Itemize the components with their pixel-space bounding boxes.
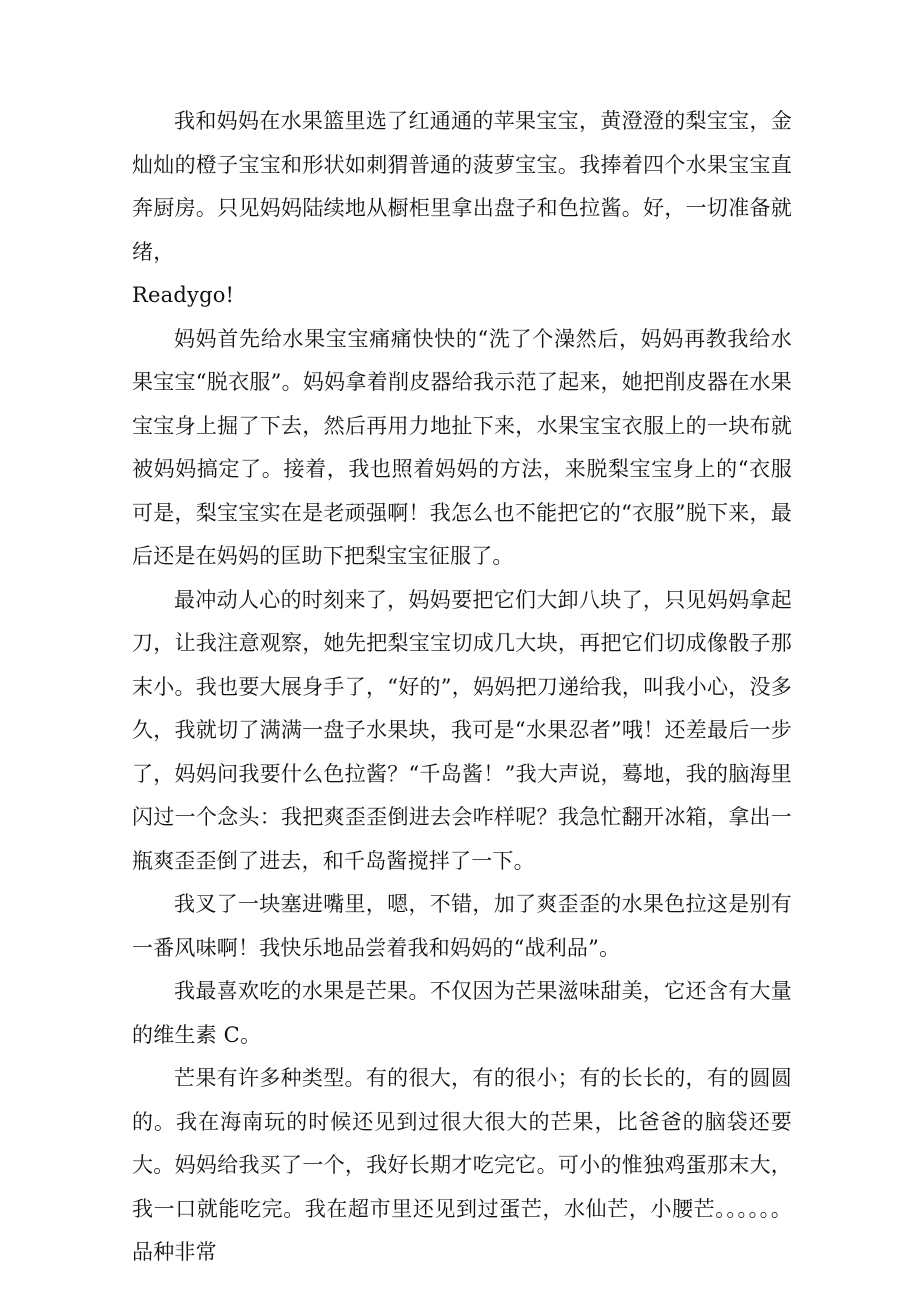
paragraph-mango-types: 芒果有许多种类型。有的很大，有的很小；有的长长的，有的圆圆的。我在海南玩的时候还见到过很大很大的芒果，比爸爸的脑袋还要大。妈妈给我买了一个，我好长期才吃完它。可小的惟独鸡蛋那末大，我一口就能吃完。我在超市里还见到过蛋芒，水仙芒，小腰芒。。。。。。品种非常 <box>132 1066 792 1264</box>
paragraph-washing-and-peeling: 妈妈首先给水果宝宝痛痛快快的“洗了个澡然后，妈妈再教我给水果宝宝“脱衣服”。妈妈拿着削皮器给我示范了起来，她把削皮器在水果宝宝身上掘了下去，然后再用力地扯下来，水果宝宝衣服上的一块布就被妈妈搞定了。接着，我也照着妈妈的方法，来脱梨宝宝身上的“衣服可是，梨宝宝实在是老顽强啊！我怎么也不能把它的“衣服”脱下来，最后还是在妈妈的匡助下把梨宝宝征服了。 <box>132 326 792 568</box>
document-body <box>132 100 792 1275</box>
paragraph-ready-go: Readygo! <box>132 283 235 307</box>
paragraph-favorite-mango: 我最喜欢吃的水果是芒果。不仅因为芒果滋味甜美，它还含有大量的维生素 C。 <box>132 979 792 1047</box>
paragraph-tasting-salad: 我叉了一块塞进嘴里，嗯，不错，加了爽歪歪的水果色拉这是别有一番风味啊！我快乐地品尝着我和妈妈的“战利品”。 <box>132 892 792 960</box>
paragraph-cutting-fruit: 最冲动人心的时刻来了，妈妈要把它们大卸八块了，只见妈妈拿起刀，让我注意观察，她先把梨宝宝切成几大块，再把它们切成像骰子那末小。我也要大展身手了，“好的”，妈妈把刀递给我，叫我小心，没多久，我就切了满满一盘子水果块，我可是“水果忍者”哦！还差最后一步了，妈妈问我要什么色拉酱？“千岛酱！”我大声说，蓦地，我的脑海里闪过一个念头：我把爽歪歪倒进去会咋样呢？我急忙翻开冰箱，拿出一瓶爽歪歪倒了进去，和千岛酱搅拌了一下。 <box>132 587 792 873</box>
paragraph-fruit-selection: 我和妈妈在水果篮里选了红通通的苹果宝宝，黄澄澄的梨宝宝，金灿灿的橙子宝宝和形状如刺猬普通的菠萝宝宝。我捧着四个水果宝宝直奔厨房。只见妈妈陆续地从橱柜里拿出盘子和色拉酱。好，一切准备就绪， <box>132 109 792 264</box>
